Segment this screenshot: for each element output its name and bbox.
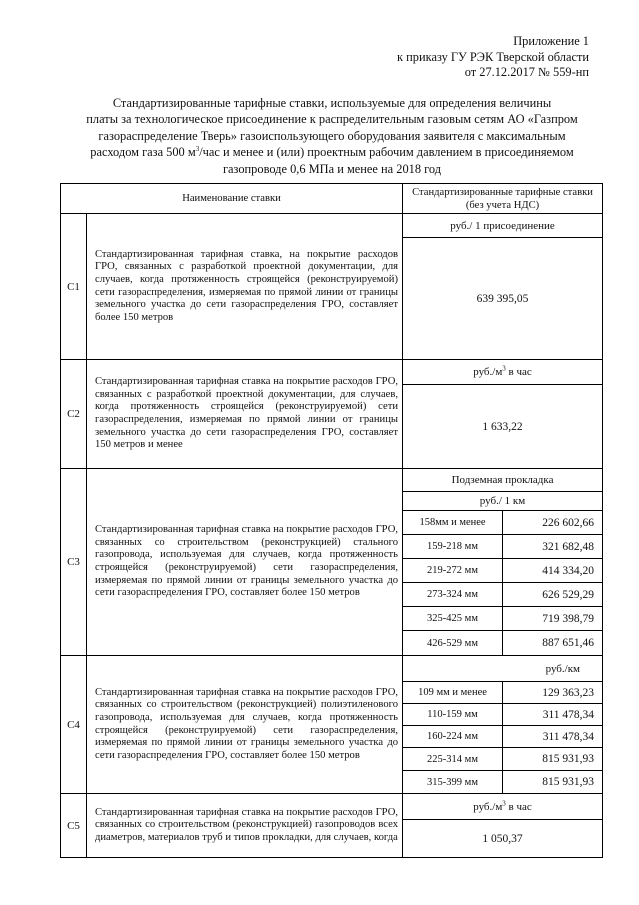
diameter-cell: 160-224 мм <box>403 726 503 748</box>
document-title <box>52 95 612 177</box>
rate-code-c3: С3 <box>61 469 87 656</box>
rate-unit-c5 <box>403 794 603 820</box>
rate-code-c4: С4 <box>61 656 87 794</box>
rate-value-cell: 887 651,46 <box>503 631 603 656</box>
rate-code-c1: С1 <box>61 214 87 360</box>
rate-unit-c2-superscript: 3 <box>502 364 506 373</box>
rate-unit-c3: руб./ 1 км <box>403 492 603 511</box>
diameter-cell: 219-272 мм <box>403 559 503 583</box>
table-header-row <box>61 184 603 214</box>
appendix-line-2: к приказу ГУ РЭК Тверской области <box>397 49 589 64</box>
rate-subheader-c3: Подземная прокладка <box>403 469 603 492</box>
appendix-reference <box>329 34 589 81</box>
rate-value-c2: 1 633,22 <box>403 385 603 469</box>
diameter-cell: 315-399 мм <box>403 771 503 794</box>
diameter-cell: 158мм и менее <box>403 511 503 535</box>
rate-unit-c2 <box>403 360 603 385</box>
rate-value-c1: 639 395,05 <box>403 238 603 360</box>
title-line-4 <box>52 144 612 160</box>
rate-unit-c2-start: руб./м <box>473 366 503 378</box>
rate-value-cell: 815 931,93 <box>503 748 603 771</box>
rate-value-cell: 129 363,23 <box>503 682 603 704</box>
rate-unit-c2-end: в час <box>505 366 532 378</box>
rate-description-c5: Стандартизированная тарифная ставка на покрытие расходов ГРО, связанных со строительством (реконструкцией) газопроводов всех диаметров, материалов труб и типов прокладки, для случаев, когда <box>87 794 403 858</box>
rate-description-c4: Стандартизированная тарифная ставка на покрытие расходов ГРО, связанных со строительством (реконструкцией) полиэтиленового газопровода, используемая для случаев, когда протяженность строящейся (реконструируемой) сети газораспределения, измеряемая по прямой линии от границы земельного участка до сети газораспределения ГРО, составляет более 150 метров <box>87 656 403 794</box>
diameter-cell: 225-314 мм <box>403 748 503 771</box>
diameter-cell: 273-324 мм <box>403 583 503 607</box>
title-line-3: газораспределение Тверь» газоиспользующего оборудования заявителя с максимальным <box>98 128 566 143</box>
rate-value-cell: 626 529,29 <box>503 583 603 607</box>
diameter-cell: 325-425 мм <box>403 607 503 631</box>
appendix-line-3: от 27.12.2017 № 559-нп <box>464 65 589 80</box>
table-row-c3 <box>61 469 603 492</box>
rate-value-c5: 1 050,37 <box>403 820 603 858</box>
title-line-1: Стандартизированные тарифные ставки, используемые для определения величины <box>112 96 552 110</box>
diameter-cell: 159-218 мм <box>403 535 503 559</box>
title-line-4-superscript: 3 <box>195 145 200 154</box>
rate-value-cell: 719 398,79 <box>503 607 603 631</box>
diameter-cell: 110-159 мм <box>403 704 503 726</box>
rate-value-cell: 321 682,48 <box>503 535 603 559</box>
table-row-c2 <box>61 360 603 385</box>
rate-unit-c1: руб./ 1 присоединение <box>403 214 603 238</box>
rate-description-c3: Стандартизированная тарифная ставка на покрытие расходов ГРО, связанных со строительством (реконструкцией) стального газопровода, используемая для случаев, когда протяженность строящейся (реконструируемой) сети газораспределения, измеряемая по прямой линии от границы земельного участка до сети газораспределения ГРО, составляет более 150 метров <box>87 469 403 656</box>
rate-code-c2: С2 <box>61 360 87 469</box>
title-line-5: газопроводе 0,6 МПа и менее на 2018 год <box>222 161 442 176</box>
rate-unit-c5-superscript: 3 <box>502 798 506 807</box>
rate-unit-c4: руб./км <box>403 656 603 682</box>
header-standard-rates: Стандартизированные тарифные ставки (без учета НДС) <box>403 184 603 214</box>
rate-code-c5: С5 <box>61 794 87 858</box>
rate-value-cell: 815 931,93 <box>503 771 603 794</box>
rate-value-cell: 226 602,66 <box>503 511 603 535</box>
rate-value-cell: 311 478,34 <box>503 704 603 726</box>
rate-value-cell: 414 334,20 <box>503 559 603 583</box>
rate-description-c2: Стандартизированная тарифная ставка на покрытие расходов ГРО, связанных с разработкой проектной документации, для случаев, когда протяженность строящейся (реконструируемой) сети газораспределения, измеряемая по прямой линии от границы земельного участка до сети газораспределения ГРО, составляет 150 метров и менее <box>87 360 403 469</box>
rate-unit-c5-start: руб./м <box>473 800 503 813</box>
diameter-cell: 426-529 мм <box>403 631 503 656</box>
rate-description-c1: Стандартизированная тарифная ставка, на покрытие расходов ГРО, связанных с разработкой проектной документации, для случаев, когда протяженность строящейся (реконструируемой) сети газораспределения, измеряемая по прямой линии от границы земельного участка до сети газораспределения ГРО, составляет более 150 метров <box>87 214 403 360</box>
header-rate-name: Наименование ставки <box>61 184 403 214</box>
tariff-table <box>60 183 603 858</box>
title-line-4-start: расходом газа 500 м <box>90 145 196 160</box>
table-row-c1 <box>61 214 603 238</box>
rate-value-cell: 311 478,34 <box>503 726 603 748</box>
appendix-line-1: Приложение 1 <box>513 34 589 48</box>
title-line-4-end: /час и менее и (или) проектным рабочим давлением в присоединяемом <box>199 145 574 160</box>
title-line-2: платы за технологическое присоединение к распределительным газовым сетям АО «Газпром <box>86 112 578 127</box>
table-row-c4 <box>61 656 603 682</box>
table-row-c5 <box>61 794 603 820</box>
rate-unit-c5-end: в час <box>505 800 532 813</box>
diameter-cell: 109 мм и менее <box>403 682 503 704</box>
